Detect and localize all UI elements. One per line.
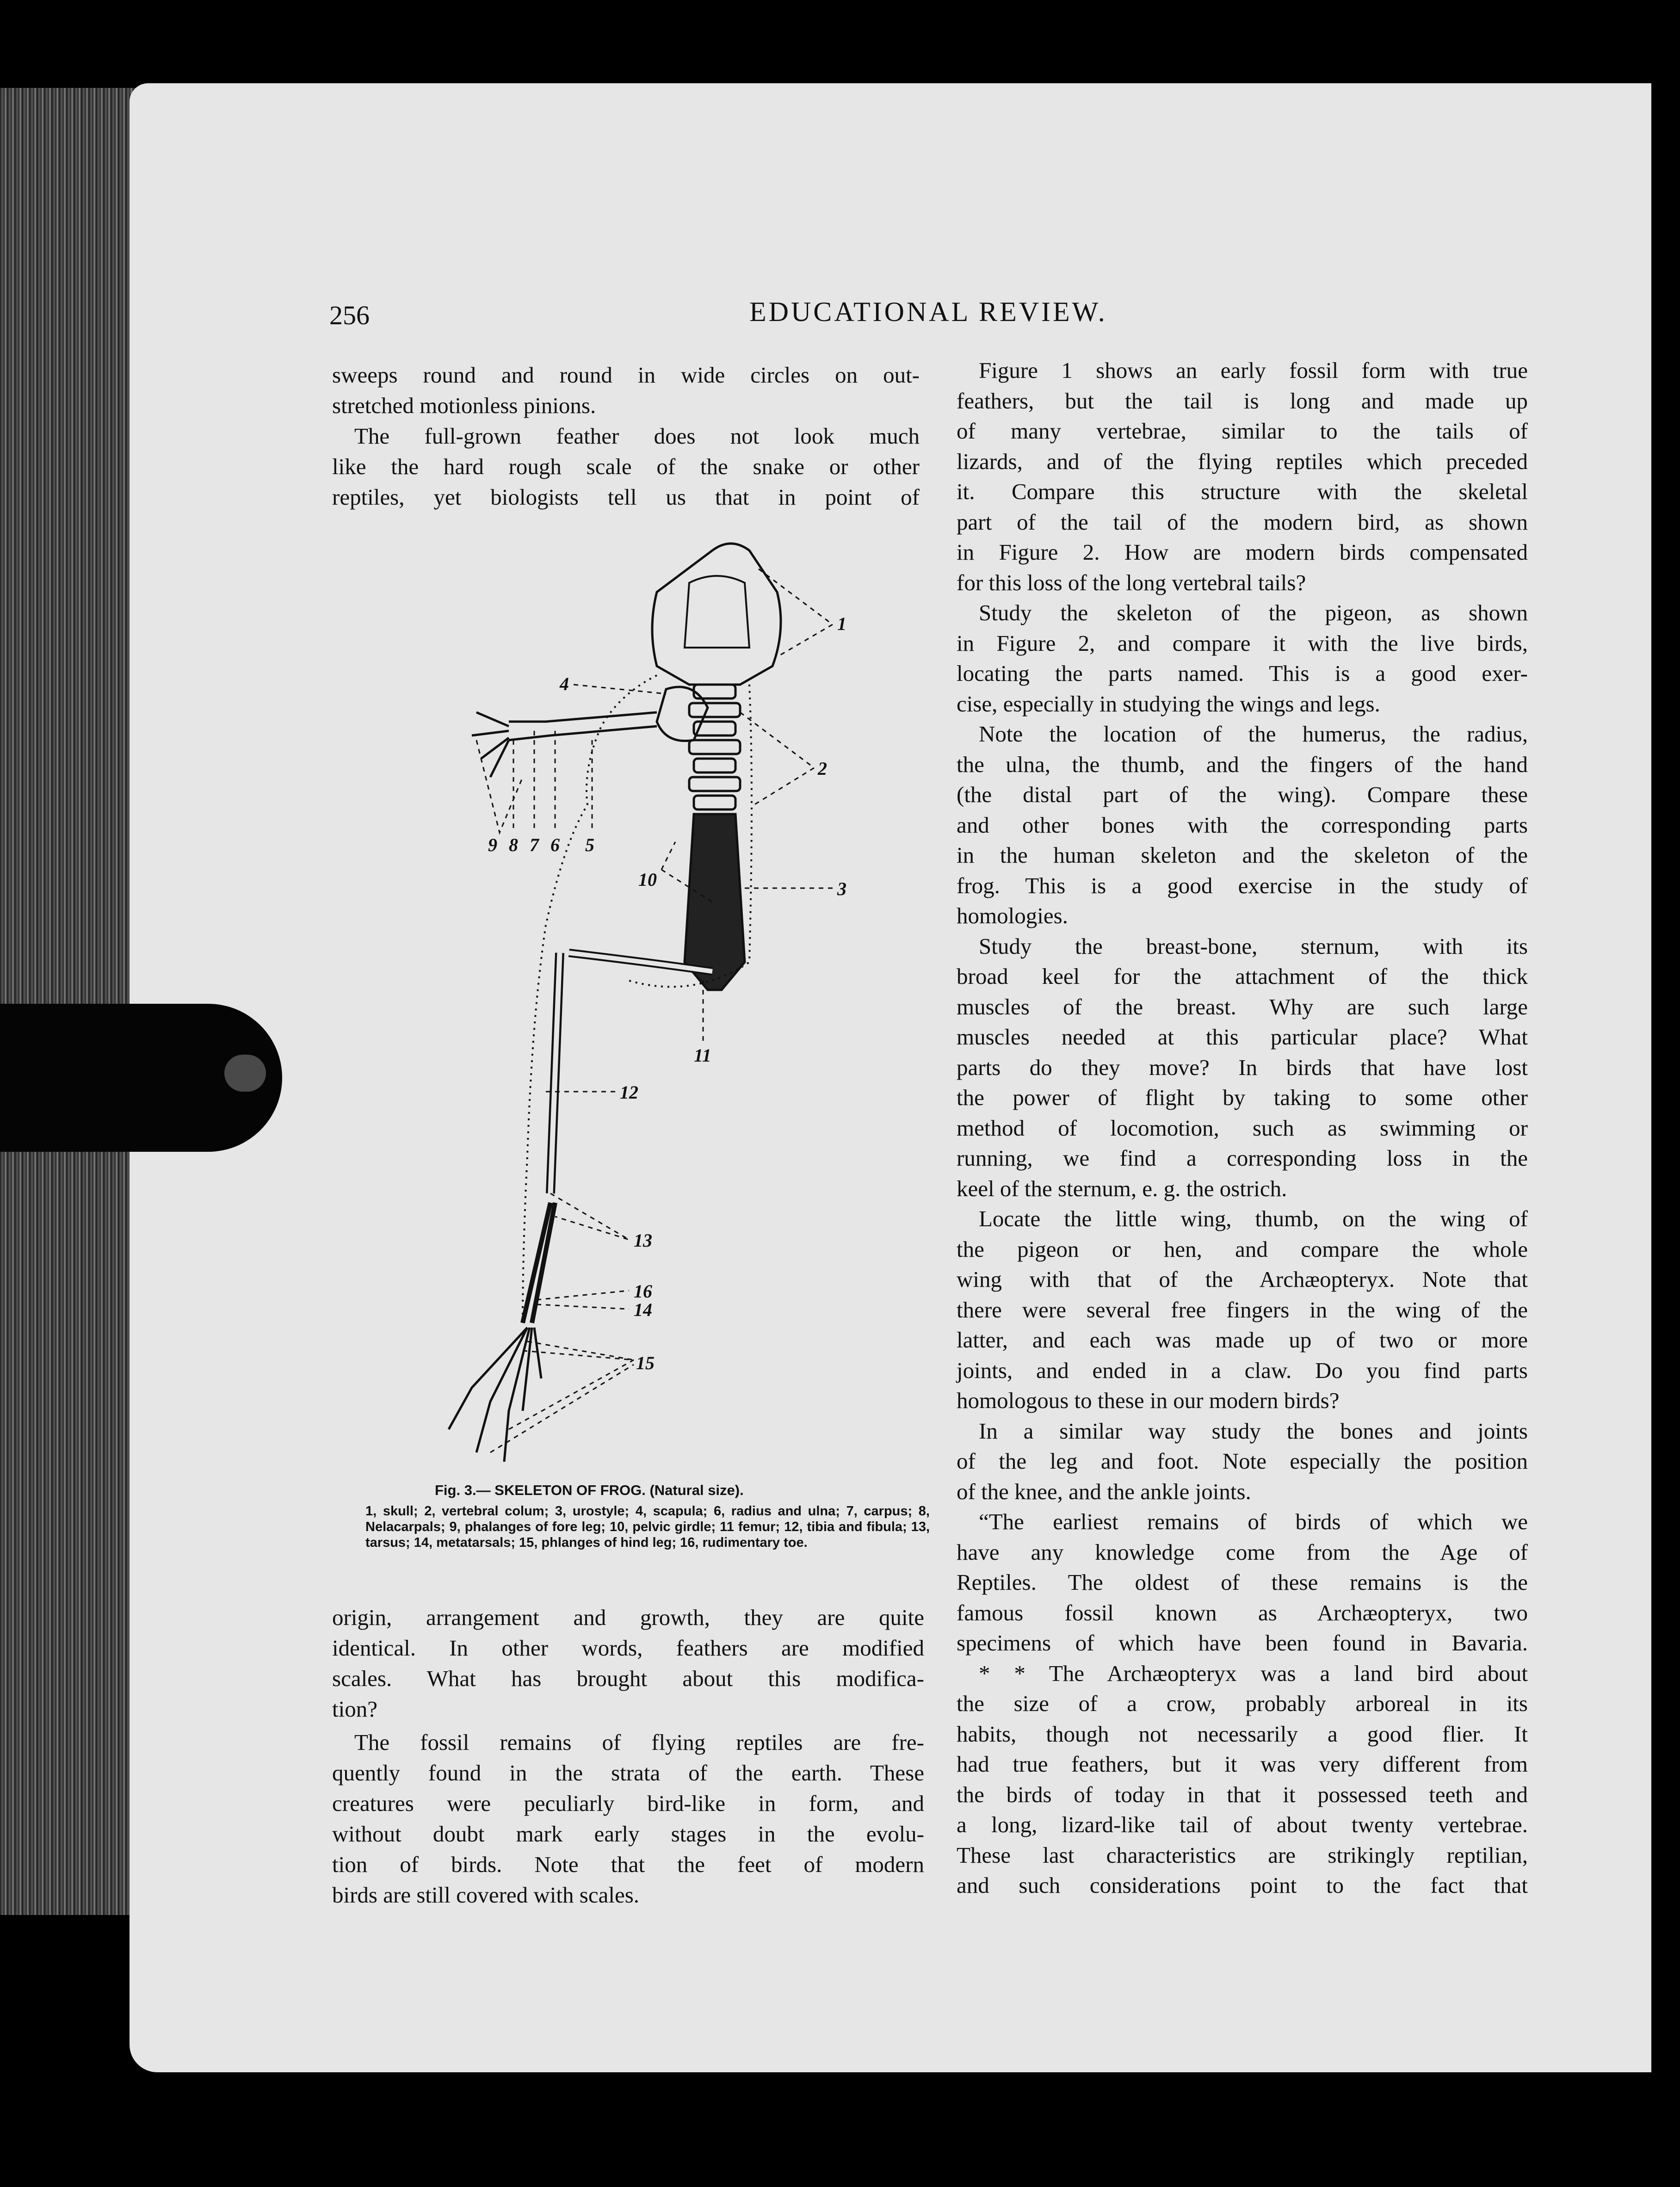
text-line: in the human skeleton and the skeleton of the <box>957 842 1528 868</box>
skull-shape <box>652 544 781 685</box>
left-column-bottom <box>332 1602 924 1910</box>
text-line: of the knee, and the ankle joints. <box>957 1478 1251 1504</box>
text-line: it. Compare this structure with the skeletal <box>957 479 1528 504</box>
text-line: cise, especially in studying the wings and legs. <box>957 691 1380 717</box>
text-line: like the hard rough scale of the snake or other <box>332 454 920 479</box>
text-line: Figure 1 shows an early fossil form with true <box>979 358 1528 383</box>
text-line: a long, lizard-like tail of about twenty vertebrae. <box>957 1812 1528 1837</box>
fore-limb <box>509 712 657 740</box>
text-line: identical. In other words, feathers are modified <box>332 1635 924 1661</box>
text-line: (the distal part of the wing). Compare these <box>957 782 1528 807</box>
text-line: and such considerations point to the fact that <box>957 1872 1528 1898</box>
text-line: Locate the little wing, thumb, on the wing of <box>979 1206 1528 1231</box>
book-page-edges <box>0 88 139 1915</box>
text-line: part of the tail of the modern bird, as shown <box>957 509 1528 535</box>
text-line: in Figure 2, and compare it with the live birds, <box>957 630 1528 656</box>
text-line: * * The Archæopteryx was a land bird about <box>979 1660 1528 1686</box>
figure-label-8: 8 <box>509 834 518 855</box>
text-line: locating the parts named. This is a good exer- <box>957 661 1528 686</box>
fore-foot <box>472 712 509 777</box>
text-line: quently found in the strata of the earth. These <box>332 1760 924 1785</box>
text-line: had true feathers, but it was very different from <box>957 1751 1528 1777</box>
text-line: frog. This is a good exercise in the study of <box>957 872 1528 898</box>
text-line: joints, and ended in a claw. Do you find parts <box>957 1357 1528 1383</box>
text-line: muscles needed at this particular place? What <box>957 1024 1528 1050</box>
text-line: origin, arrangement and growth, they are quite <box>332 1605 924 1630</box>
text-line: the pigeon or hen, and compare the whole <box>957 1236 1528 1262</box>
text-line: stretched motionless pinions. <box>332 393 596 418</box>
text-line: creatures were peculiarly bird-like in form, and <box>332 1791 924 1816</box>
text-line: habits, though not necessarily a good flier. It <box>957 1721 1528 1747</box>
figure-label-11: 11 <box>694 1045 711 1066</box>
figure-caption-text: 1, skull; 2, vertebral colum; 3, urostyle; 4, scapula; 6, radius and ulna; 7, carpus; 8, Nelacarpals; 9, phalanges of fore leg; 10, pelvic girdle; 11 femur; 12, tibia and fibula; 13, tarsus; 14, metatarsals; 15, phlanges of hind leg; 16, rudimentary toe. <box>365 1504 930 1550</box>
text-line: Study the skeleton of the pigeon, as shown <box>979 600 1528 625</box>
text-line: scales. What has brought about this modifica- <box>332 1666 924 1691</box>
text-line: reptiles, yet biologists tell us that in point of <box>332 484 920 510</box>
figure-label-15: 15 <box>636 1353 655 1373</box>
text-line: the birds of today in that it possessed teeth and <box>957 1781 1528 1807</box>
figure-label-12: 12 <box>620 1082 638 1103</box>
figure-label-4: 4 <box>560 673 569 694</box>
figure-label-2: 2 <box>818 758 827 779</box>
text-line: specimens of which have been found in Bavaria. <box>957 1630 1528 1656</box>
frog-skeleton-figure <box>370 509 925 1480</box>
figure-label-13: 13 <box>634 1230 652 1251</box>
text-line: The full-grown feather does not look much <box>354 423 920 449</box>
text-line: tion of birds. Note that the feet of modern <box>332 1852 924 1877</box>
text-line: method of locomotion, such as swimming or <box>957 1115 1528 1141</box>
text-line: the ulna, the thumb, and the fingers of the hand <box>957 751 1528 777</box>
text-line: sweeps round and round in wide circles on out- <box>332 362 920 388</box>
text-line: lizards, and of the flying reptiles which preceded <box>957 448 1528 474</box>
skull-detail <box>685 576 749 648</box>
text-line: muscles of the breast. Why are such large <box>957 994 1528 1019</box>
right-column <box>957 355 1528 1901</box>
text-line: the power of flight by taking to some other <box>957 1085 1528 1110</box>
text-line: Study the breast-bone, sternum, with its <box>979 933 1528 959</box>
text-line: tion? <box>332 1696 377 1722</box>
figure-label-7: 7 <box>530 834 539 855</box>
text-line: homologies. <box>957 903 1068 928</box>
page-number: 256 <box>329 300 370 330</box>
figure-label-1: 1 <box>837 613 846 634</box>
urostyle-pelvis <box>685 814 745 990</box>
figure-caption-title: Fig. 3.— SKELETON OF FROG. (Natural size). <box>435 1482 744 1498</box>
text-line: birds are still covered with scales. <box>332 1882 640 1908</box>
text-line: of many vertebrae, similar to the tails of <box>957 418 1528 444</box>
text-line: These last characteristics are strikingly reptilian, <box>957 1842 1528 1868</box>
figure-label-5: 5 <box>585 834 594 855</box>
left-column-top <box>332 360 920 513</box>
text-line: famous fossil known as Archæopteryx, two <box>957 1600 1528 1625</box>
scapula <box>657 687 708 741</box>
figure-label-6: 6 <box>550 834 560 855</box>
text-line: In a similar way study the bones and joints <box>979 1418 1528 1444</box>
figure-label-10: 10 <box>638 869 657 890</box>
text-line: parts do they move? In birds that have lost <box>957 1054 1528 1080</box>
text-line: Reptiles. The oldest of these remains is the <box>957 1569 1528 1595</box>
text-line: have any knowledge come from the Age of <box>957 1539 1528 1565</box>
figure-label-14: 14 <box>634 1299 652 1320</box>
figure-label-3: 3 <box>837 878 846 899</box>
text-line: running, we find a corresponding loss in the <box>957 1145 1528 1171</box>
text-line: keel of the sternum, e. g. the ostrich. <box>957 1175 1287 1201</box>
figure-label-16: 16 <box>634 1281 652 1302</box>
text-line: feathers, but the tail is long and made up <box>957 388 1528 414</box>
text-line: “The earliest remains of birds of which we <box>979 1509 1528 1534</box>
text-line: for this loss of the long vertebral tails? <box>957 569 1306 595</box>
text-line: latter, and each was made up of two or more <box>957 1327 1528 1353</box>
hind-toes <box>449 1328 541 1462</box>
text-line: the size of a crow, probably arboreal in its <box>957 1691 1528 1716</box>
running-head: EDUCATIONAL REVIEW. <box>749 297 1107 327</box>
text-line: The fossil remains of flying reptiles are fre- <box>354 1730 924 1755</box>
vertebral-column <box>689 685 740 809</box>
text-line: homologous to these in our modern birds? <box>957 1388 1340 1413</box>
text-line: broad keel for the attachment of the thick <box>957 964 1528 989</box>
thumb-holding-page <box>0 1004 282 1152</box>
text-line: wing with that of the Archæopteryx. Note that <box>957 1266 1528 1292</box>
text-line: of the leg and foot. Note especially the position <box>957 1448 1528 1474</box>
text-line: and other bones with the corresponding parts <box>957 812 1528 838</box>
text-line: Note the location of the humerus, the radius, <box>979 721 1528 747</box>
text-line: there were several free fingers in the wing of the <box>957 1297 1528 1322</box>
text-line: in Figure 2. How are modern birds compensated <box>957 539 1528 565</box>
figure-label-9: 9 <box>488 834 497 855</box>
text-line: without doubt mark early stages in the evolu- <box>332 1821 924 1847</box>
